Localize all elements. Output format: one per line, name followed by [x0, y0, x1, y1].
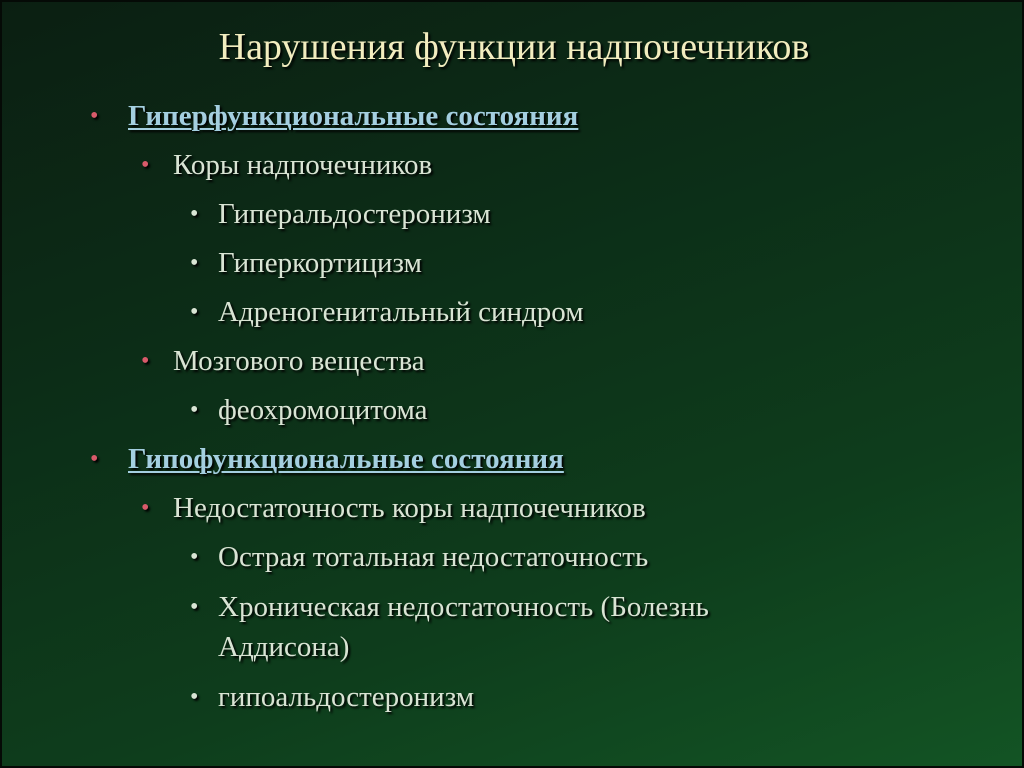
list-item — [90, 440, 564, 479]
list-item — [190, 538, 649, 577]
bullet-icon: • — [141, 348, 150, 374]
list-item-text: феохромоцитома — [218, 394, 428, 426]
list-item-text: Гиперкортицизм — [218, 247, 422, 279]
list-item-text: Недостаточность коры надпочечников — [173, 492, 646, 524]
list-item — [190, 195, 491, 234]
list-item-text: Гиперальдостеронизм — [218, 198, 491, 230]
slide-title: Нарушения функции надпочечников — [218, 26, 810, 68]
bullet-icon: • — [190, 397, 199, 423]
bullet-icon: • — [190, 299, 199, 325]
list-item — [190, 391, 428, 430]
list-item-text: Мозгового вещества — [173, 345, 425, 377]
list-item — [141, 489, 646, 528]
bullet-icon: • — [141, 495, 150, 521]
list-item-continuation — [218, 628, 349, 667]
list-item — [90, 97, 579, 136]
list-item — [190, 244, 422, 283]
list-item-text: Острая тотальная недостаточность — [218, 541, 649, 573]
list-item-text: гипоальдостеронизм — [218, 681, 475, 713]
bullet-icon: • — [190, 544, 199, 570]
section-heading-hyperfunction: Гиперфункциональные состояния — [128, 100, 579, 132]
list-item — [190, 588, 709, 627]
list-item — [190, 678, 475, 717]
list-item — [141, 342, 425, 381]
bullet-icon: • — [190, 201, 199, 227]
bullet-icon: • — [190, 250, 199, 276]
list-item-text: Аддисона) — [218, 631, 350, 663]
list-item — [141, 146, 433, 185]
list-item-text: Коры надпочечников — [173, 149, 433, 181]
bullet-icon: • — [90, 446, 99, 472]
list-item-text: Хроническая недостаточность (Болезнь — [218, 591, 709, 623]
bullet-icon: • — [141, 152, 150, 178]
bullet-icon: • — [190, 594, 199, 620]
list-item — [190, 293, 584, 332]
section-heading-hypofunction: Гипофункциональные состояния — [128, 443, 564, 475]
list-item-text: Адреногенитальный синдром — [218, 296, 584, 328]
bullet-icon: • — [90, 103, 99, 129]
bullet-icon: • — [190, 684, 199, 710]
